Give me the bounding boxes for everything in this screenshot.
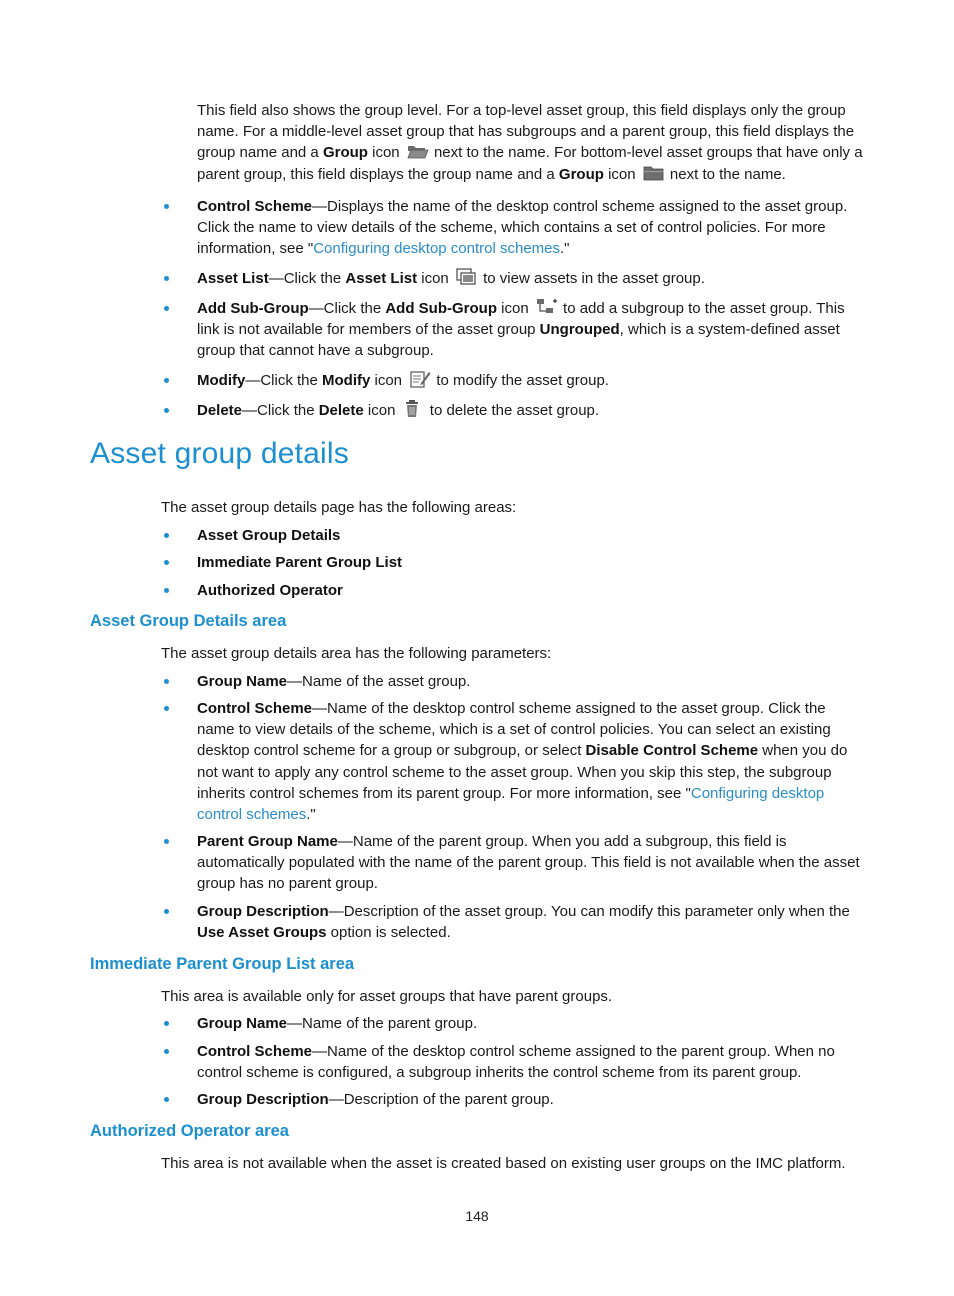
- bullet-term: Add Sub-Group: [197, 300, 309, 317]
- text: —Description of the asset group. You can modify this parameter only when the: [328, 903, 850, 920]
- text: icon: [603, 165, 640, 183]
- folder-icon: [643, 164, 663, 182]
- text: icon: [363, 402, 400, 419]
- bullet-term: Group Description: [197, 903, 329, 920]
- modify-term: Modify: [322, 372, 371, 389]
- text: —Name of the parent group.: [287, 1015, 478, 1032]
- asset-list-term: Asset List: [345, 270, 418, 287]
- list-item-add-subgroup: [197, 298, 865, 362]
- bullet-icon: [164, 276, 169, 281]
- text: next to the name. For bottom-level asset groups that have only a parent group, this field displays the group name and a: [197, 144, 863, 183]
- bullet-icon: [164, 560, 169, 565]
- operator-area-heading: Authorized Operator area: [90, 1122, 289, 1140]
- bullet-term: Control Scheme: [197, 198, 313, 215]
- text: —Name of the desktop control scheme assigned to the parent group. When no control scheme is configured, a subgroup inherits the control scheme from its parent group.: [197, 1043, 835, 1082]
- text: option is selected.: [326, 924, 451, 942]
- text: icon: [367, 144, 404, 162]
- text: next to the name.: [665, 165, 786, 183]
- folder-open-icon: [407, 142, 427, 160]
- bullet-icon: [164, 533, 169, 538]
- text: to add a subgroup to the asset group. This link is not available for members of the asset group: [197, 300, 845, 339]
- list-item-group-name: [197, 671, 865, 692]
- bullet-term: Parent Group Name: [197, 833, 338, 850]
- details-area-intro: The asset group details area has the following parameters:: [161, 645, 552, 662]
- bullet-icon: [164, 1021, 169, 1026]
- bullet-term: Control Scheme: [197, 700, 313, 717]
- bullet-icon: [164, 408, 169, 413]
- add-subgroup-term: Add Sub-Group: [385, 300, 497, 317]
- bullet-term: Modify: [197, 372, 246, 389]
- bullet-icon: [164, 204, 169, 209]
- bullet-icon: [164, 306, 169, 311]
- area-name: Authorized Operator: [197, 582, 343, 599]
- bullet-term: Delete: [197, 402, 243, 419]
- text: to view assets in the asset group.: [478, 270, 705, 287]
- list-item-group-description: [197, 1089, 865, 1110]
- list-item-group-name: [197, 1013, 865, 1034]
- asset-list-icon: [456, 268, 476, 286]
- bullet-icon: [164, 839, 169, 844]
- page-number: 148: [465, 1208, 489, 1224]
- text: to delete the asset group.: [425, 402, 600, 419]
- group-term: Group: [322, 144, 368, 162]
- group-level-paragraph: [197, 100, 865, 185]
- text: .": [306, 806, 316, 824]
- section-intro: The asset group details page has the following areas:: [161, 499, 517, 516]
- bullet-term: Asset List: [197, 270, 269, 287]
- list-item-control-scheme: [197, 698, 865, 825]
- parent-area-heading: Immediate Parent Group List area: [90, 955, 355, 973]
- bullet-icon: [164, 1049, 169, 1054]
- list-item-asset-list: [197, 268, 865, 289]
- use-asset-groups-term: Use Asset Groups: [197, 924, 327, 942]
- text: icon: [497, 300, 533, 317]
- text: —Click the: [245, 372, 323, 389]
- list-item-area: [197, 525, 865, 546]
- text: when you do not want to apply any control scheme to the asset group. When you skip this step, the subgroup inherits control schemes from its parent group. For more information, see ": [197, 742, 848, 802]
- bullet-term: Group Name: [197, 673, 288, 690]
- bullet-term: Group Name: [197, 1015, 288, 1032]
- delete-term: Delete: [318, 402, 364, 419]
- list-item-area: [197, 580, 865, 601]
- list-item-control-scheme: [197, 196, 865, 260]
- bullet-term: Group Description: [197, 1091, 329, 1108]
- text: —Description of the parent group.: [328, 1091, 554, 1108]
- trash-icon: [403, 400, 423, 418]
- bullet-icon: [164, 1097, 169, 1102]
- modify-icon: [409, 370, 429, 388]
- list-item-area: [197, 552, 865, 573]
- bullet-icon: [164, 679, 169, 684]
- list-item-modify: [197, 370, 865, 391]
- parent-area-intro: This area is available only for asset groups that have parent groups.: [161, 988, 613, 1005]
- bullet-icon: [164, 588, 169, 593]
- text: , which is a system-defined asset group that cannot have a subgroup.: [197, 321, 840, 360]
- text: —Displays the name of the desktop control scheme assigned to the asset group. Click the name to view details of the scheme, which contains a set of control policies. For more information, see ": [197, 198, 848, 258]
- details-area-heading: Asset Group Details area: [90, 612, 287, 630]
- text: —Click the: [242, 402, 319, 419]
- section-title: Asset group details: [90, 437, 349, 470]
- list-item-parent-group-name: [197, 831, 865, 895]
- list-item-control-scheme: [197, 1041, 865, 1083]
- text: icon: [417, 270, 453, 287]
- add-subgroup-icon: [536, 298, 556, 316]
- configuring-desktop-control-schemes-link[interactable]: Configuring desktop control schemes: [313, 240, 561, 258]
- area-name: Asset Group Details: [197, 527, 341, 544]
- text: —Name of the asset group.: [287, 673, 471, 690]
- group-term: Group: [558, 165, 604, 183]
- text: —Click the: [268, 270, 346, 287]
- text: —Name of the desktop control scheme assigned to the asset group. Click the name to view details of the scheme, which is a set of control policies. You can select an existing desktop control scheme for a group or subgroup, or select: [197, 700, 831, 760]
- configuring-desktop-control-schemes-link[interactable]: Configuring desktop control schemes: [197, 784, 825, 824]
- text: This field also shows the group level. For a top-level asset group, this field displays only the group name. For a middle-level asset group that has subgroups and a parent group, this field displays the group name and a: [197, 102, 855, 162]
- text: to modify the asset group.: [432, 372, 609, 389]
- text: —Name of the parent group. When you add a subgroup, this field is automatically populated with the name of the parent group. This field is not available when the asset group has no parent group.: [197, 833, 860, 893]
- list-item-group-description: [197, 901, 865, 943]
- operator-area-intro: This area is not available when the asset is created based on existing user groups on the IMC platform.: [161, 1155, 846, 1172]
- list-item-delete: [197, 400, 865, 421]
- text: —Click the: [308, 300, 386, 317]
- text: icon: [370, 372, 407, 389]
- bullet-icon: [164, 378, 169, 383]
- disable-control-scheme-term: Disable Control Scheme: [585, 742, 759, 760]
- ungrouped-term: Ungrouped: [539, 321, 620, 339]
- bullet-term: Control Scheme: [197, 1043, 313, 1060]
- bullet-icon: [164, 909, 169, 914]
- text: .": [560, 240, 570, 258]
- bullet-icon: [164, 706, 169, 711]
- area-name: Immediate Parent Group List: [197, 554, 403, 571]
